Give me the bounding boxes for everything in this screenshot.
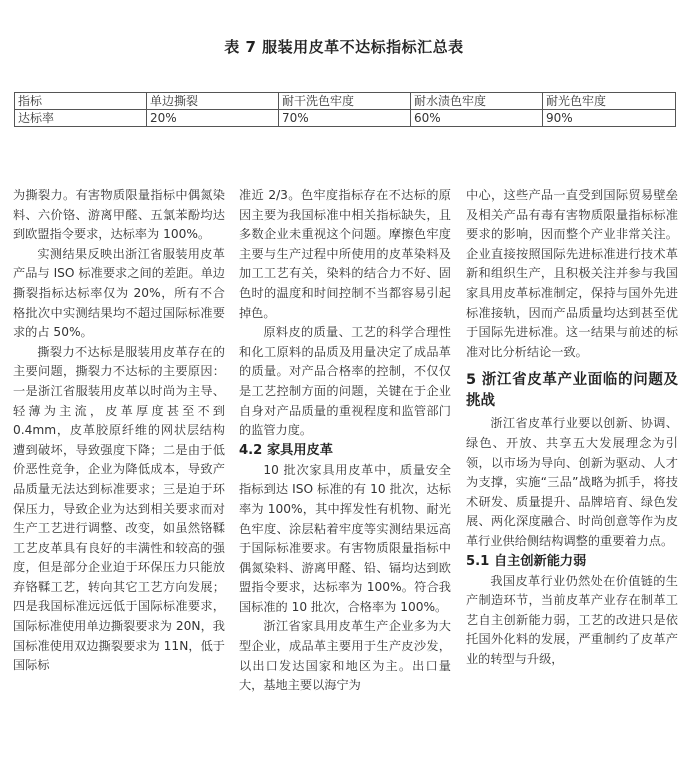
data-table	[14, 92, 676, 127]
section-heading-5: 5 浙江省皮革产业面临的问题及挑战	[466, 372, 678, 410]
table-cell: 20%	[147, 110, 279, 127]
table-cell: 达标率	[15, 110, 147, 127]
paragraph: 中心，这些产品一直受到国际贸易壁垒及相关产品有毒有害物质限量指标标准要求的影响，因而整个产业非常关注。企业直接按照国际先进标准进行技术革新和组织生产，且积极关注并参与我国家具用皮革标准制定，保持与国外先进标准接轨，因而产品质量均达到甚至优于国际先进标准。这一结果与前述的标准对比分析结论一致。	[466, 188, 678, 359]
table-header-cell: 耐干洗色牢度	[279, 93, 411, 110]
table-header-cell: 单边撕裂	[147, 93, 279, 110]
section-heading-4-2: 4.2 家具用皮革	[239, 442, 333, 458]
paragraph: 浙江省皮革行业要以创新、协调、绿色、开放、共享五大发展理念为引领，以市场为导向、创新为驱动、人才为支撑，实施“三品”战略为抓手，将技术研发、质量提升、品牌培育、绿色发展、两化深度融合、时尚创意等作为皮革行业供给侧结构调整的重要着力点。	[466, 416, 678, 548]
table-cell: 60%	[411, 110, 543, 127]
table-header-row	[15, 93, 676, 110]
text-column-1	[13, 186, 225, 783]
paragraph: 准近 2/3。色牢度指标存在不达标的原因主要为我国标准中相关指标缺失，且多数企业未重视这个问题。摩擦色牢度主要与生产过程中所使用的皮革染料及加工工艺有关，染料的结合力不好、固色时的温度和时间控制不当都容易引起掉色。	[239, 188, 451, 320]
paragraph: 实测结果反映出浙江省服装用皮革产品与 ISO 标准要求之间的差距。单边撕裂指标达标率仅为 20%，所有不合格批次中实测结果均不超过国际标准要求的占 50%。	[13, 246, 225, 340]
paragraph: 10 批次家具用皮革中，质量安全指标到达 ISO 标准的有 10 批次，达标率为 100%，其中挥发性有机物、耐光色牢度、涂层粘着牢度等实测结果远高于国际标准要求。有害物质限量指标中偶氮染料、游离甲醛、铅、镉均达到欧盟指令要求，达标率为 100%。符合我国标准的 10 批次，合格率为 100%。	[239, 462, 451, 614]
table-caption: 表 7 服装用皮革不达标指标汇总表	[224, 38, 464, 56]
paragraph: 为撕裂力。有害物质限量指标中偶氮染料、六价铬、游离甲醛、五氯苯酚均达到欧盟指令要求，达标率为 100%。	[13, 188, 225, 242]
text-column-3	[466, 186, 678, 783]
table-cell: 70%	[279, 110, 411, 127]
text-column-2	[239, 186, 451, 783]
table-cell: 90%	[543, 110, 676, 127]
paragraph: 撕裂力不达标是服装用皮革存在的主要问题，撕裂力不达标的主要原因：一是浙江省服装用皮革以时尚为主导、轻薄为主流，皮革厚度甚至不到 0.4mm，皮革胶原纤维的网状层结构遭到破坏，导致强度下降；二是由于低价恶性竞争，企业为降低成本，导致产品质量无法达到标准要求；三是迫于环保压力，导致企业为达到相关要求而对生产工艺进行调整、改变，如虽然铬鞣工艺皮革具有良好的丰满性和较高的强度，但是部分企业迫于环保压力只能放弃铬鞣工艺，转向其它工艺方向发展；四是我国标准远远低于国际标准要求，国际标准使用单边撕裂要求为 20N，我国标准使用双边撕裂要求为 11N，低于国际标	[13, 344, 225, 673]
table-header-cell: 耐光色牢度	[543, 93, 676, 110]
section-heading-5-1: 5.1 自主创新能力弱	[466, 553, 587, 569]
paragraph: 浙江省家具用皮革生产企业多为大型企业，成品革主要用于生产皮沙发，以出口发达国家和地区为主。出口量大，基地主要以海宁为	[239, 619, 451, 693]
table-header-cell: 指标	[15, 93, 147, 110]
paragraph: 我国皮革行业仍然处在价值链的生产制造环节，当前皮革产业存在制革工艺自主创新能力弱，工艺的改进只是依托国外化料的发展，严重制约了皮革产业的转型与升级，	[466, 573, 678, 666]
table-header-cell: 耐水渍色牢度	[411, 93, 543, 110]
table-row	[15, 110, 676, 127]
paragraph: 原料皮的质量、工艺的科学合理性和化工原料的品质及用量决定了成品革的质量。对产品合格率的控制，不仅仅是工艺控制方面的问题，关键在于企业自身对产品质量的重视程度和监管部门的监管力度。	[239, 325, 451, 438]
